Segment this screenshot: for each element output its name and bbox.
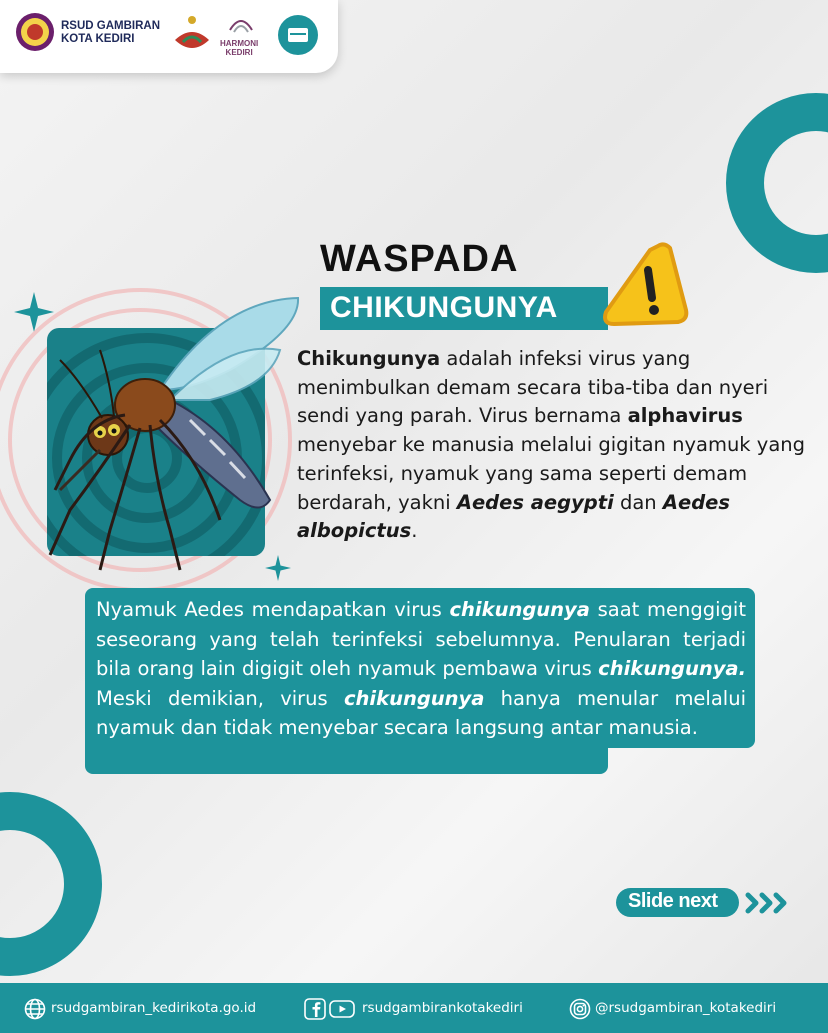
info-box-tail [85, 740, 608, 774]
footer-instagram-handle[interactable]: @rsudgambiran_kotakediri [595, 1000, 777, 1016]
info-emphasis-2: chikungunya. [598, 657, 746, 680]
intro-species-2: Aedes albopictus [297, 490, 730, 543]
decorative-ring-bottom-left [0, 792, 102, 976]
info-emphasis-1: chikungunya [449, 598, 590, 621]
intro-virus-name: alphavirus [627, 404, 743, 428]
youtube-icon[interactable] [329, 998, 355, 1020]
footer-website[interactable]: rsudgambiran_kedirikota.go.id [51, 1000, 257, 1016]
anniversary-logo [171, 12, 213, 58]
warning-icon [598, 240, 690, 332]
globe-icon [24, 998, 46, 1020]
instagram-icon[interactable] [569, 998, 591, 1020]
partner-badge-logo [277, 14, 319, 56]
info-text-4: hanya menular melalui nyamuk dan tidak menyebar secara langsung antar manusia. [96, 686, 746, 739]
organization-name: RSUD GAMBIRAN KOTA KEDIRI [61, 20, 161, 45]
chevrons-right-icon[interactable] [744, 891, 794, 915]
intro-term: Chikungunya [297, 347, 441, 370]
intro-species-1: Aedes aegypti [456, 490, 614, 514]
mosquito-illustration [30, 290, 310, 580]
intro-and: dan [613, 490, 663, 514]
rsud-logo [15, 12, 55, 52]
intro-end: . [411, 519, 418, 543]
info-text-2: saat menggigit seseorang yang telah terinfeksi sebelumnya. Penularan terjadi bila orang lain digigit oleh nyamuk pembawa virus [96, 598, 746, 680]
intro-text-1: adalah infeksi virus yang menimbulkan demam secara tiba-tiba dan nyeri sendi yang parah. Virus bernama [297, 347, 769, 428]
decorative-ring-top-right [726, 93, 828, 273]
title-line-2: CHIKUNGUNYA [330, 291, 558, 324]
info-text-3: Meski demikian, virus [96, 686, 344, 710]
harmoni-logo-text: HARMONI KEDIRI [220, 39, 259, 57]
facebook-icon[interactable] [304, 998, 326, 1020]
info-text-1: Nyamuk Aedes mendapatkan virus [96, 598, 450, 621]
title-line-1: WASPADA [320, 238, 519, 280]
info-emphasis-3: chikungunya [343, 686, 485, 710]
harmoni-logo-mark [226, 10, 256, 38]
intro-text-2: menyebar ke manusia melalui gigitan nyamuk yang terinfeksi, nyamuk yang sama seperti demam berdarah, yakni [297, 433, 806, 514]
slide-next-label[interactable]: Slide next [628, 890, 718, 912]
info-paragraph [96, 595, 746, 743]
intro-paragraph [297, 345, 817, 546]
footer-social-handle[interactable]: rsudgambirankotakediri [362, 1000, 523, 1016]
